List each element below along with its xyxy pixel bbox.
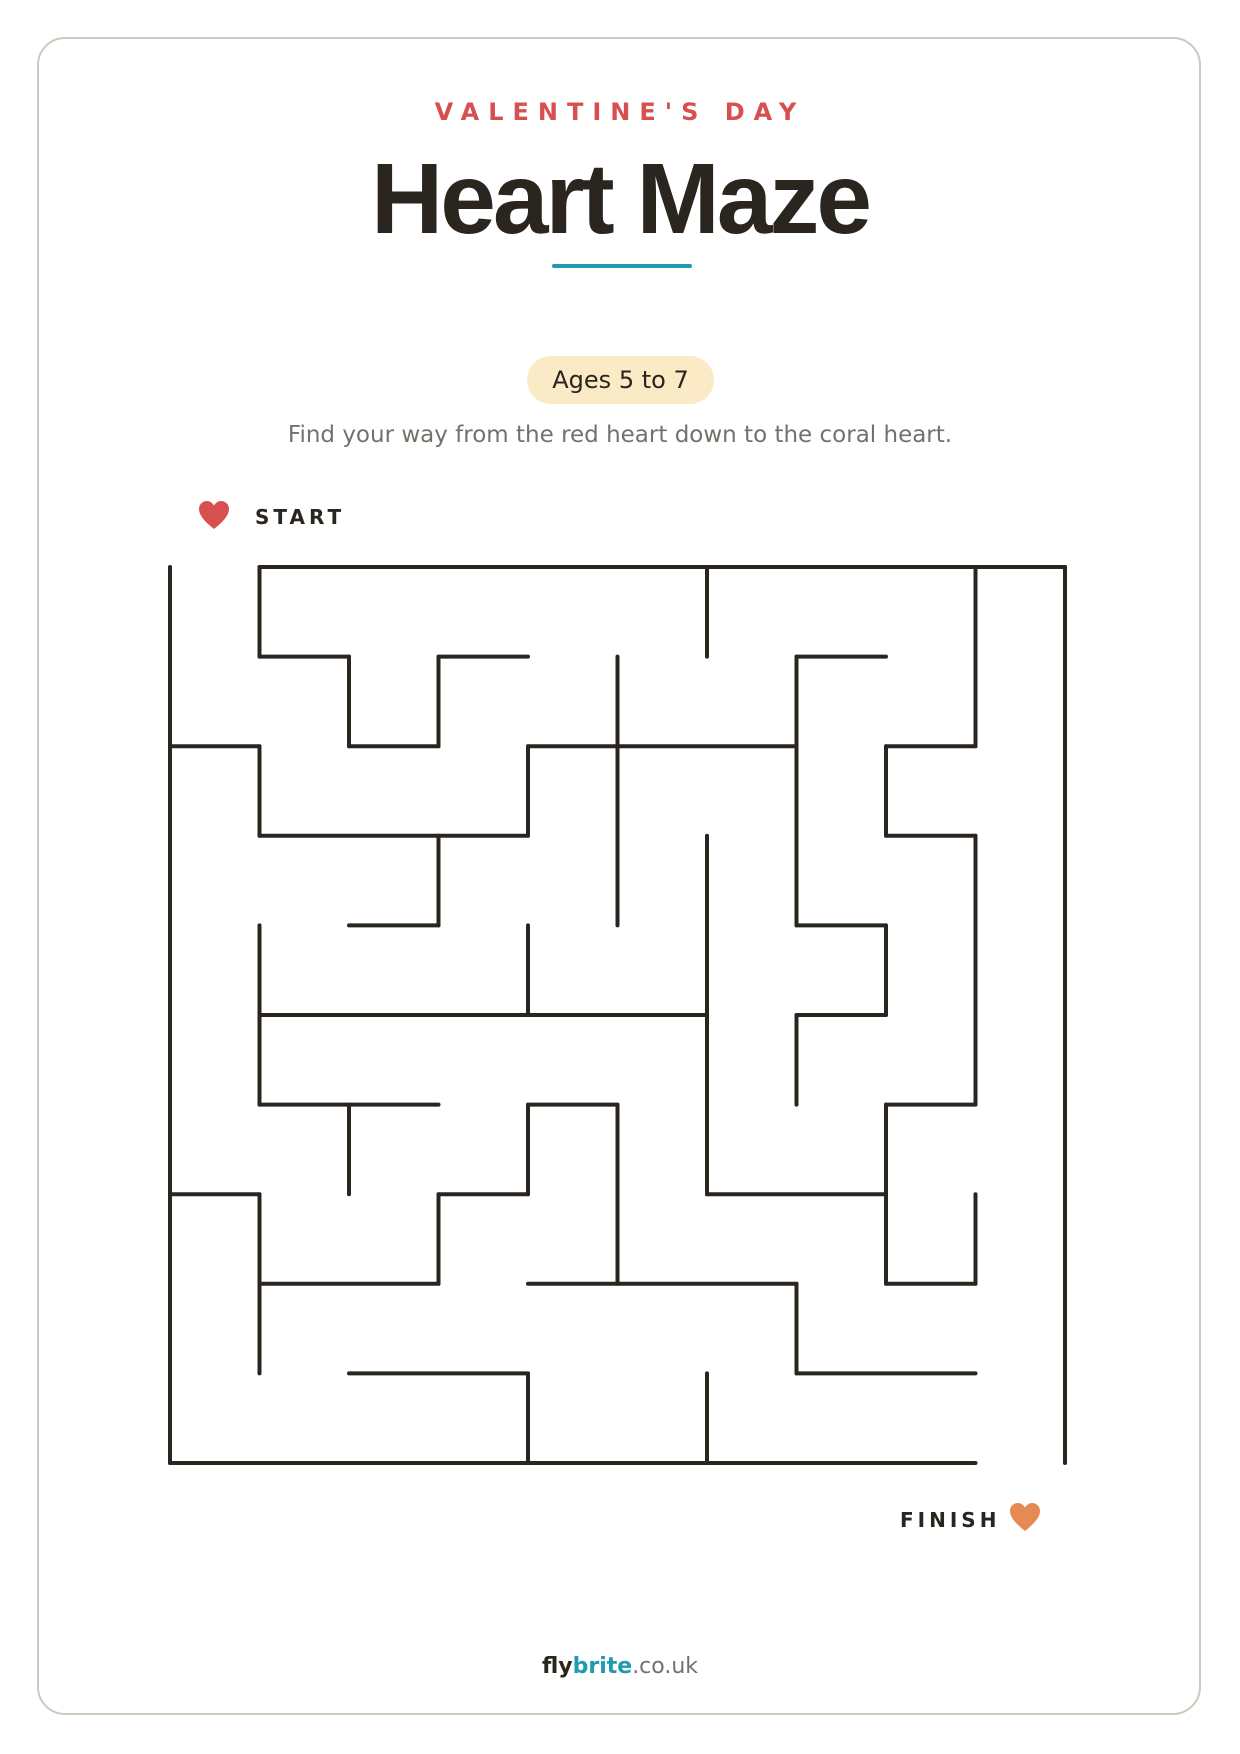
brand-fly: fly <box>541 1654 573 1679</box>
page-title: Heart Maze <box>371 143 869 255</box>
eyebrow-text: VALENTINE'S DAY <box>434 98 806 126</box>
brand-brite: brite <box>572 1654 633 1679</box>
finish-heart-icon <box>1009 1502 1041 1532</box>
brand-domain: .co.uk <box>632 1654 699 1679</box>
finish-label: FINISH <box>900 1508 1001 1532</box>
instructions-text: Find your way from the red heart down to the coral heart. <box>287 422 953 448</box>
start-label: START <box>255 505 346 529</box>
age-badge: Ages 5 to 7 <box>527 356 714 404</box>
footer-brand <box>0 1654 1240 1679</box>
